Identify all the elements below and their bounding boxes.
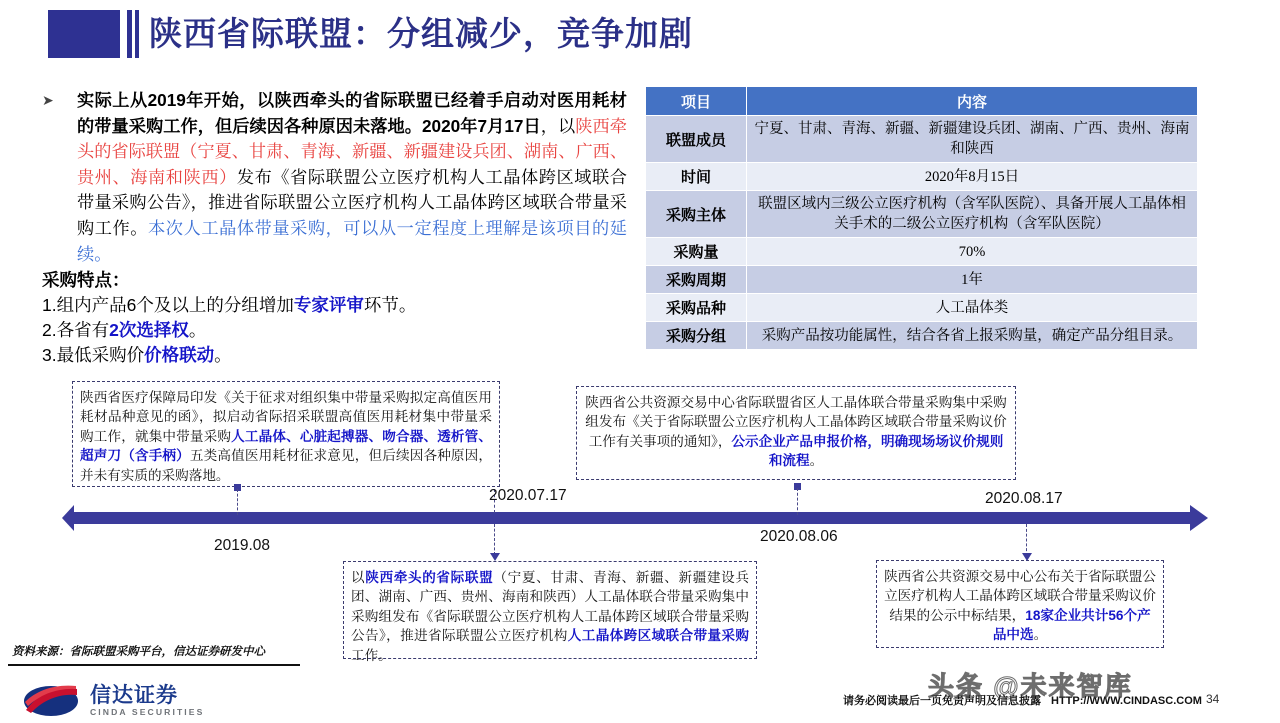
watermark: 头条 @未来智库 (928, 671, 1133, 701)
logo-name-en: CINDA SECURITIES (90, 707, 205, 718)
callout-3-p2: 工作。 (351, 647, 392, 663)
table-row (646, 163, 1198, 191)
feature-3-pre: 3.最低采购价 (42, 345, 145, 365)
intro-seg-2: ，以 (540, 115, 576, 136)
table-header-item: 项目 (646, 87, 747, 116)
table-row-value: 1年 (747, 266, 1198, 294)
table-row-key: 采购量 (646, 238, 747, 266)
timeline-arrow-down-icon-2 (490, 553, 500, 561)
table-row-value: 采购产品按功能属性，结合各省上报采购量，确定产品分组目录。 (747, 322, 1198, 350)
timeline-date-label: 2019.08 (214, 537, 271, 554)
callout-1-text (80, 388, 492, 485)
table-row-key: 采购主体 (646, 191, 747, 238)
callout-3-p0: 以 (351, 570, 366, 585)
table-row-value: 2020年8月15日 (747, 163, 1198, 191)
callout-2-p2: 。 (809, 453, 824, 469)
timeline-tick-1 (237, 489, 238, 515)
callout-2-highlight: 公示企业产品申报价格，明确现场场议价规则和流程 (731, 433, 1004, 469)
timeline-date-label: 2020.08.06 (760, 528, 838, 545)
procurement-details-table (645, 86, 1198, 350)
feature-3-highlight: 价格联动 (144, 345, 215, 365)
feature-2-post: 。 (188, 320, 207, 340)
title-decor-square (48, 10, 120, 58)
table-row-value: 宁夏、甘肃、青海、新疆、新疆建设兵团、湖南、广西、贵州、海南和陕西 (747, 116, 1198, 163)
timeline-tick-2-down (494, 524, 495, 555)
timeline-callout-3 (343, 561, 757, 663)
feature-3-post: 。 (214, 345, 232, 365)
callout-3-highlight-2: 人工晶体跨区域联合带量采购 (567, 628, 750, 644)
logo-name-cn: 信达证券 (90, 684, 178, 708)
callout-1-p2: 五类高值医用耗材征求意见，但后续因各种原因，并未有实质的采购落地。 (80, 448, 492, 483)
intro-seg-3-highlight: 陕西牵头的省际联盟（宁夏、甘肃、青海、新疆、新疆建设兵团、湖南、广西、贵州、海南和陕西） (77, 115, 628, 187)
callout-3-highlight-1: 陕西牵头的省际联盟 (365, 570, 494, 585)
timeline-arrow-down-icon-4 (1022, 553, 1032, 561)
callout-3-text (351, 568, 749, 665)
table-row (646, 238, 1198, 266)
table-row-value: 70% (747, 238, 1198, 266)
company-logo (22, 684, 204, 718)
timeline-date-label: 2020.08.17 (985, 490, 1063, 507)
feature-1-pre: 1.组内产品6个及以上的分组增加 (42, 295, 294, 315)
table-row (646, 116, 1198, 163)
timeline-axis (72, 512, 1196, 524)
intro-paragraph-block (42, 88, 627, 267)
purchase-features-block (42, 268, 462, 368)
table-row-key: 采购周期 (646, 266, 747, 294)
table-row (646, 322, 1198, 350)
table-header-content: 内容 (747, 87, 1198, 116)
feature-item-1 (42, 293, 462, 318)
feature-2-pre: 2.各省有 (42, 320, 110, 340)
feature-1-highlight: 专家评审 (293, 295, 364, 315)
slide-title-block (48, 10, 693, 58)
bullet-arrow-icon: ➤ (42, 92, 54, 108)
callout-3-p1: （宁夏、甘肃、青海、新疆、新疆建设兵团、湖南、广西、贵州、海南和陕西）人工晶体联合带量采购集中采购组发布《省际联盟公立医疗机构人工晶体跨区域联合带量采购公告》，推进省际联盟公立医疗机构 (351, 570, 750, 644)
timeline-callout-1 (72, 381, 500, 487)
callout-2-p1: 陕西省公共资源交易中心省际联盟省区人工晶体联合带量采购集中采购组发布《关于省际联盟公立医疗机构人工晶体跨区域联合带量采购议价工作有关事项的通知》， (585, 395, 1007, 449)
company-url: HTTP://WWW.CINDASC.COM (1051, 695, 1202, 707)
callout-1-highlight: 人工晶体、心脏起搏器、吻合器、透析管、超声刀（含手柄） (80, 428, 493, 464)
feature-2-highlight: 2次选择权 (109, 320, 189, 340)
table-row (646, 294, 1198, 322)
callout-4-highlight: 18家企业共计56个产品中选 (992, 607, 1151, 643)
title-decor-bar-thick (127, 10, 132, 58)
table-row-value: 人工晶体类 (747, 294, 1198, 322)
table-row-key: 联盟成员 (646, 116, 747, 163)
timeline-callout-2 (576, 386, 1016, 480)
cinda-logo-svg (22, 684, 80, 718)
callout-2-text (584, 393, 1008, 471)
timeline-arrow-head-icon (1190, 505, 1208, 531)
timeline-callout-4 (876, 560, 1164, 648)
callout-4-text (884, 567, 1156, 645)
callout-4-p1: 陕西省公共资源交易中心公布关于省际联盟公立医疗机构人工晶体跨区域联合带量采购议价结果的公示中标结果， (884, 569, 1156, 623)
callout-4-p2: 。 (1033, 627, 1048, 643)
timeline-date-label: 2020.07.17 (489, 487, 567, 504)
feature-item-3 (42, 343, 462, 368)
cinda-logo-icon (22, 684, 80, 718)
table-row (646, 191, 1198, 238)
table-row-key: 采购分组 (646, 322, 747, 350)
feature-item-2 (42, 318, 462, 343)
disclaimer-text: 请务必阅读最后一页免责声明及信息披露 (843, 695, 1041, 707)
table-row-key: 采购品种 (646, 294, 747, 322)
intro-paragraph (77, 88, 627, 267)
footer-divider (8, 664, 300, 666)
table-row (646, 266, 1198, 294)
callout-1-p1: 陕西省医疗保障局印发《关于征求对组织集中带量采购拟定高值医用耗材品种意见的函》，拟启动省际招采联盟高值医用耗材集中带量采购工作，就集中带量采购 (80, 390, 492, 444)
intro-seg-1: 实际上从2019年开始，以陕西牵头的省际联盟已经着手启动对医用耗材的带量采购工作，但后续因各种原因未落地。2020年7月17日 (77, 90, 627, 136)
page-number: 34 (1206, 692, 1220, 706)
logo-wordmark (90, 685, 204, 717)
page-title: 陕西省际联盟：分组减少，竞争加剧 (149, 15, 693, 52)
table-row-key: 时间 (646, 163, 747, 191)
intro-seg-4: 发布《省际联盟公立医疗机构人工晶体跨区域联合带量采购公告》，推进省际联盟公立医疗机构人工晶体跨区域联合带量采购工作。 (77, 166, 627, 238)
source-note: 资料来源：省际联盟采购平台，信达证券研发中心 (12, 646, 265, 658)
title-decor-bar-thin (135, 10, 139, 58)
features-heading: 采购特点： (42, 270, 130, 290)
table-header-row (646, 87, 1198, 116)
feature-1-post: 环节。 (363, 295, 417, 315)
timeline-tick-3 (797, 488, 798, 515)
timeline-tick-4 (1026, 524, 1027, 556)
table-row-value: 联盟区域内三级公立医疗机构（含军队医院）、具备开展人工晶体相关手术的二级公立医疗机构（含军队医院） (747, 191, 1198, 238)
intro-seg-5-highlight: 本次人工晶体带量采购，可以从一定程度上理解是该项目的延续。 (77, 217, 627, 264)
